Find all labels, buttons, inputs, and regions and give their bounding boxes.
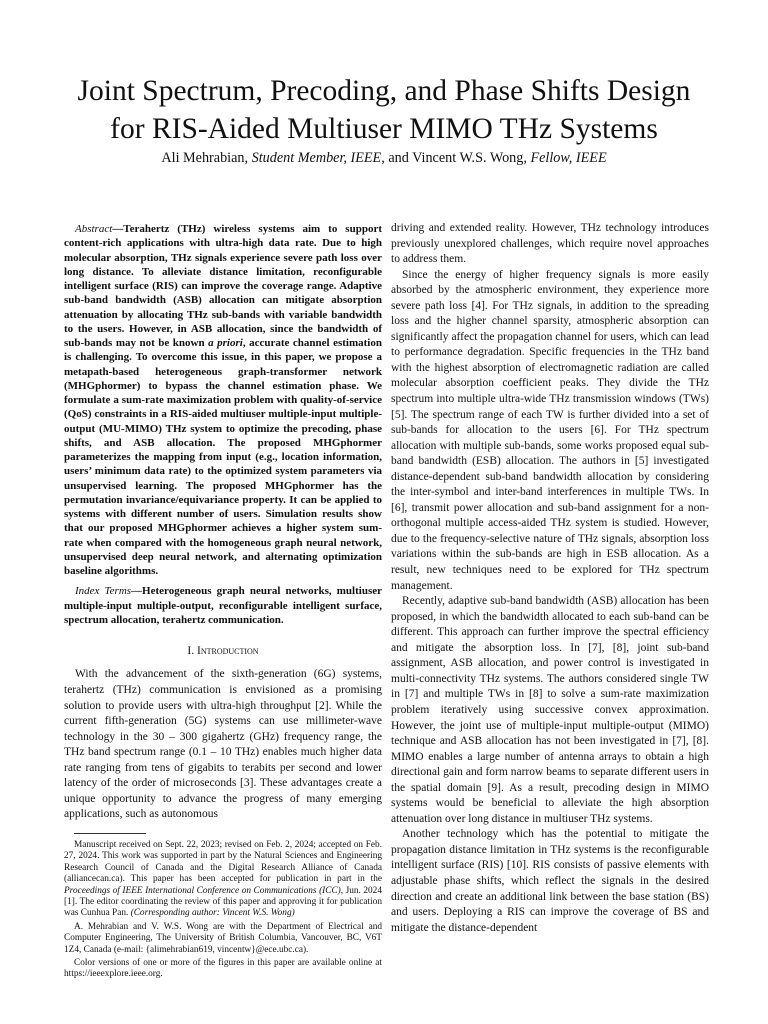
right-paragraph-3: Another technology which has the potential to mitigate the propagation distance limitation in THz systems is the reconfigurable intelligent surface (RIS) [10]. RIS consists of passive elements with adjustable phase shifts, which reflect the signals in the desired direction and create an additional link between the base station (BS) and users. Deploying a RIS can improve the coverage of BS and mitigate the distance-dependent <box>391 828 709 934</box>
right-paragraph-1: Since the energy of higher frequency signals is more easily absorbed by the atmospheric environment, they experience more severe path loss [4]. For THz signals, in addition to the spreading loss and the higher channel sparsity, atmospheric absorption can significantly affect the propagation channel for users, which can lead to performance degradation. Specific frequencies in the THz band with the highest absorption of electromagnetic radiation are called molecular absorption coefficient peaks. They divide the THz spectrum into multiple ultra-wide THz transmission windows (TWs) [5]. The spectrum range of each TW is further divided into a set of sub-bands for allocation to the users [6]. For THz spectrum allocation with multiple sub-bands, some works proposed equal sub-band bandwidth (ESB) allocation. The authors in [5] investigated distance-dependent sub-band bandwidth allocation by considering the inter-symbol and inter-band interferences in multiple TWs. In [6], transmit power allocation and sub-band assignment for a non-orthogonal multiple access-aided THz system is studied. However, due to the frequency-selective nature of THz signals, absorption loss variations within the sub-bands are high in ESB allocation. As a result, new techniques need to be explored for THz spectrum management. <box>391 268 709 592</box>
author-2-role: Fellow, IEEE <box>530 150 607 166</box>
right-column <box>391 221 709 936</box>
footnote-rule <box>74 833 146 834</box>
index-terms-text: —Heterogeneous graph neural networks, multiuser multiple-input multiple-output, reconfigurable intelligent surface, spectrum allocation, terahertz communication. <box>64 585 382 626</box>
paper-title <box>0 72 768 148</box>
index-terms-lead: Index Terms <box>75 585 132 598</box>
abstract-text: —Terahertz (THz) wireless systems aim to support content-rich applications with ultra-high data rate. Due to high molecular absorption, THz signals experience severe path loss over long distance. To alleviate distance limitation, reconfigurable intelligent surface (RIS) can improve the coverage range. Adaptive sub-band bandwidth (ASB) allocation can mitigate absorption attenuation by allocating THz sub-bands with variable bandwidth to the users. However, in ASB allocation, since the bandwidth of sub-bands may not be known <box>64 223 382 349</box>
abstract-text-2: , accurate channel estimation is challenging. To overcome this issue, in this paper, we propose a metapath-based heterogeneous graph-transformer network (MHGphormer) to bypass the channel estimation phase. We formulate a sum-rate maximization problem with quality-of-service (QoS) constraints in a RIS-aided multiuser multiple-input multiple-output (MU-MIMO) THz system to optimize the precoding, phase shifts, and ASB allocation. The proposed MHGphormer parameterizes the mapping from input (e.g., location information, users’ minimum data rate) to the optimized system parameters via unsupervised learning. The proposed MHGphormer has the permutation invariance/equivariance property. It can be applied to systems with different number of users. Simulation results show that our proposed MHGphormer achieves a higher system sum-rate when compared with the homogeneous graph neural network, unsupervised deep neural network, and alternating optimization baseline algorithms. <box>64 337 382 577</box>
author-1: Ali Mehrabian, <box>161 150 249 166</box>
section-heading-introduction: I. Introduction <box>187 645 259 657</box>
right-paragraph-2: Recently, adaptive sub-band bandwidth (ASB) allocation has been proposed, in which the bandwidth allocated to each sub-band can be different. This approach can further improve the spectral efficiency and mitigate the absorption loss. In [7], [8], joint sub-band assignment, ASB allocation, and power control is investigated in multi-connectivity THz systems. The authors considered single TW in [7] and multiple TWs in [8] to solve a sum-rate maximization problem iteratively using successive convex approximation. However, the joint use of multiple-input multiple-output (MIMO) technique and ASB allocation has not been investigated in [7], [8]. MIMO enables a large number of antenna arrays to obtain a high directional gain and form narrow beams to separate different users in the spatial domain [9]. As a result, precoding design in MIMO systems would be beneficial to alleviate the high absorption attenuation over long distance in multiuser THz systems. <box>391 595 709 825</box>
author-1-role: Student Member, IEEE, <box>251 150 385 166</box>
footnote-color: Color versions of one or more of the figures in this paper are available online at https://ieeexplore.ieee.org. <box>64 957 382 980</box>
intro-paragraph-1: With the advancement of the sixth-generation (6G) systems, terahertz (THz) communication is envisioned as a promising solution to provide users with ultra-high throughput [2]. While the current fifth-generation (5G) systems can use millimeter-wave technology in the 30 – 300 gigahertz (GHz) frequency range, the THz band spectrum range (0.1 – 10 THz) enables much higher data rate ranging from tens of gigabits to terabits per second and lower latency of the order of microseconds [3]. These advantages create a unique opportunity to advance the progress of many emerging applications, such as autonomous <box>64 668 382 821</box>
left-column <box>64 222 382 983</box>
abstract-lead: Abstract <box>75 223 113 235</box>
author-line <box>0 150 768 167</box>
title-line-2: for RIS-Aided Multiuser MIMO THz Systems <box>110 113 658 145</box>
author-2: and Vincent W.S. Wong, <box>388 150 527 166</box>
footnotes <box>64 840 382 981</box>
right-paragraph-0: driving and extended reality. However, THz technology introduces previously unexplored challenges, which require novel approaches to address them. <box>391 222 709 266</box>
footnote-affiliation: A. Mehrabian and V. W.S. Wong are with the Department of Electrical and Computer Engineering, The University of British Columbia, Vancouver, BC, V6T 1Z4, Canada (e-mail: {alimehrabian619, vincentw}@ece.ubc.ca). <box>64 921 382 955</box>
footnote-manuscript: Manuscript received on Sept. 22, 2023; revised on Feb. 2, 2024; accepted on Feb. 27, 2024. This work was supported in part by the Natural Sciences and Engineering Research Council of Canada and the Digital Research Alliance of Canada (alliancecan.ca). This paper has been accepted for publication in part in the Proceedings of IEEE International Conference on Communications (ICC), Jun. 2024 [1]. The editor coordinating the review of this paper and approving it for publication was Cunhua Pan. (Corresponding author: Vincent W.S. Wong) <box>64 839 382 919</box>
abstract <box>64 222 382 578</box>
index-terms <box>64 584 382 627</box>
abstract-apriori: a priori <box>208 337 243 349</box>
title-line-1: Joint Spectrum, Precoding, and Phase Shifts Design <box>77 75 691 107</box>
